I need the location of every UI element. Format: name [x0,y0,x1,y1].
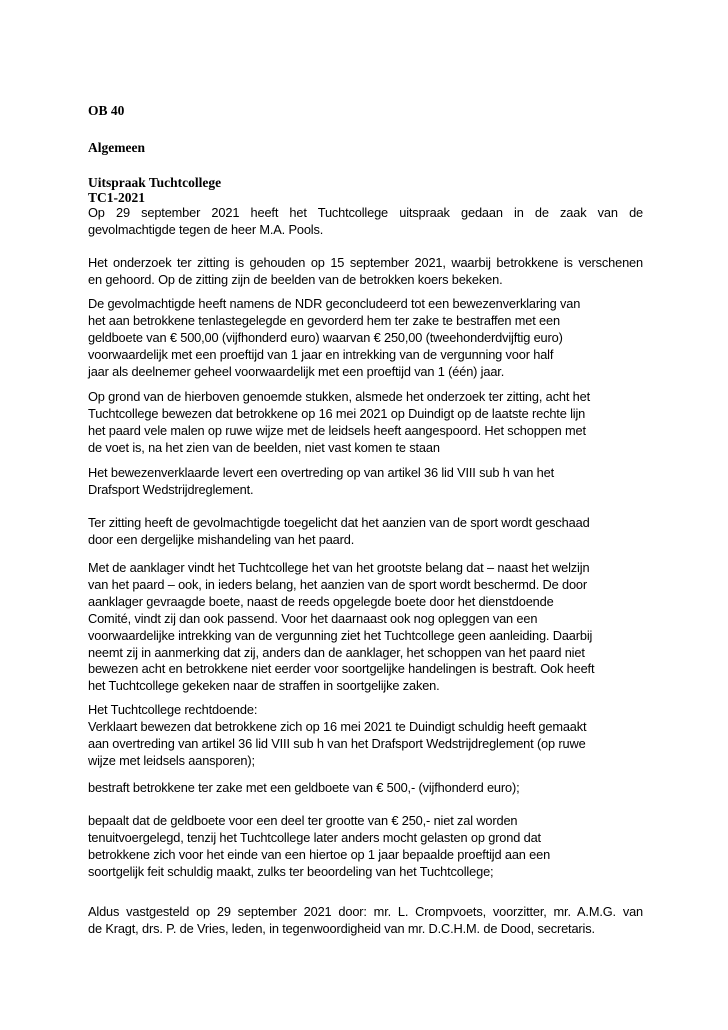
paragraph-verdict [88,702,643,770]
text-line: de Kragt, drs. P. de Vries, leden, in tegenwoordigheid van mr. D.C.H.M. de Dood, secretaris. [88,920,595,936]
paragraph-ruling-intro [88,205,643,239]
paragraph-hearing [88,255,643,289]
text-line: van het paard – ook, in ieders belang, het aanzien van de sport wordt beschermd. De door [88,576,587,592]
text-line: geldboete van € 500,00 (vijfhonderd euro) waarvan € 250,00 (tweehonderdvijftig euro) [88,329,563,345]
paragraph-claim [88,296,643,381]
paragraph-probation [88,813,643,881]
text-line: het paard vele malen op ruwe wijze met de leidsels heeft aangespoord. Het schoppen met [88,422,586,438]
text-line: Op grond van de hierboven genoemde stukken, alsmede het onderzoek ter zitting, acht het [88,389,590,404]
text-line: het Tuchtcollege gekeken naar de straffen in soortgelijke zaken. [88,678,440,694]
text-line: De gevolmachtigde heeft namens de NDR geconcludeerd tot een bewezenverklaring van [88,296,581,311]
text-line: voorwaardelijke intrekking van de vergunning ziet het Tuchtcollege geen aanleiding. Daarbij [88,627,593,643]
paragraph-considerations [88,560,643,695]
section-heading: Algemeen [88,140,145,155]
text-line: Aldus vastgesteld op 29 september 2021 door: mr. L. Crompvoets, voorzitter, mr. A.M.G. van [88,904,643,919]
text-line: bepaalt dat de geldboete voor een deel ter grootte van € 250,- niet zal worden [88,813,518,828]
paragraph-violation [88,465,643,499]
text-line: voorwaardelijk met een proeftijd van 1 jaar en intrekking van de vergunning voor half [88,346,554,362]
text-line: wijze met leidsels aansporen); [88,752,255,768]
text-line: het aan betrokkene tenlastegelegde en gevorderd hem ter zake te bestraffen met een [88,312,560,328]
text-line: neemt zij in aanmerking dat zij, anders dan de aanklager, het schoppen van het paard niet [88,644,585,660]
text-line: Het Tuchtcollege rechtdoende: [88,702,258,717]
text-line: Het onderzoek ter zitting is gehouden op 15 september 2021, waarbij betrokkene is verschenen [88,255,643,270]
paragraph-signature [88,904,643,938]
text-line: Drafsport Wedstrijdreglement. [88,481,254,497]
text-line: Comité, vindt zij dan ook passend. Voor het daarnaast ook nog opleggen van een [88,610,538,626]
text-line: Verklaart bewezen dat betrokkene zich op 16 mei 2021 te Duindigt schuldig heeft gemaakt [88,718,587,734]
paragraph-findings [88,389,643,457]
text-line: door een dergelijke mishandeling van het paard. [88,531,355,547]
text-line: soortgelijk feit schuldig maakt, zulks ter beoordeling van het Tuchtcollege; [88,863,494,879]
document-code: OB 40 [88,103,125,118]
text-line: Het bewezenverklaarde levert een overtreding op van artikel 36 lid VIII sub h van het [88,465,554,480]
paragraph-fine [88,780,643,797]
text-line: betrokkene zich voor het einde van een hiertoe op 1 jaar bepaalde proeftijd aan een [88,846,551,862]
text-line: jaar als deelnemer geheel voorwaardelijk met een proeftijd van 1 (één) jaar. [88,363,505,379]
document-title: Uitspraak Tuchtcollege [88,175,222,190]
case-number: TC1-2021 [88,190,145,205]
text-line: bewezen acht en betrokkene niet eerder voor soortgelijke handelingen is bestraft. Ook heeft [88,661,595,677]
text-line: tenuitvoergelegd, tenzij het Tuchtcollege later anders mocht gelasten op grond dat [88,829,541,845]
text-line: en gehoord. Op de zitting zijn de beelden van de betrokken koers bekeken. [88,271,503,287]
text-line: Tuchtcollege bewezen dat betrokkene op 16 mei 2021 op Duindigt op de laatste rechte lijn [88,405,586,421]
text-line: bestraft betrokkene ter zake met een geldboete van € 500,- (vijfhonderd euro); [88,780,520,795]
text-line: Met de aanklager vindt het Tuchtcollege het van het grootste belang dat – naast het welzijn [88,560,590,575]
text-line: gevolmachtigde tegen de heer M.A. Pools. [88,221,324,237]
text-line: de voet is, na het zien van de beelden, niet vast komen te staan [88,439,440,455]
text-line: aanklager gevraagde boete, naast de reeds opgelegde boete door het dienstdoende [88,593,554,609]
text-line: aan overtreding van artikel 36 lid VIII sub h van het Drafsport Wedstrijdreglement (op ruwe [88,735,586,751]
text-line: Ter zitting heeft de gevolmachtigde toegelicht dat het aanzien van de sport wordt geschaad [88,515,590,530]
text-line: Op 29 september 2021 heeft het Tuchtcollege uitspraak gedaan in de zaak van de [88,205,643,220]
paragraph-explanation [88,515,643,549]
